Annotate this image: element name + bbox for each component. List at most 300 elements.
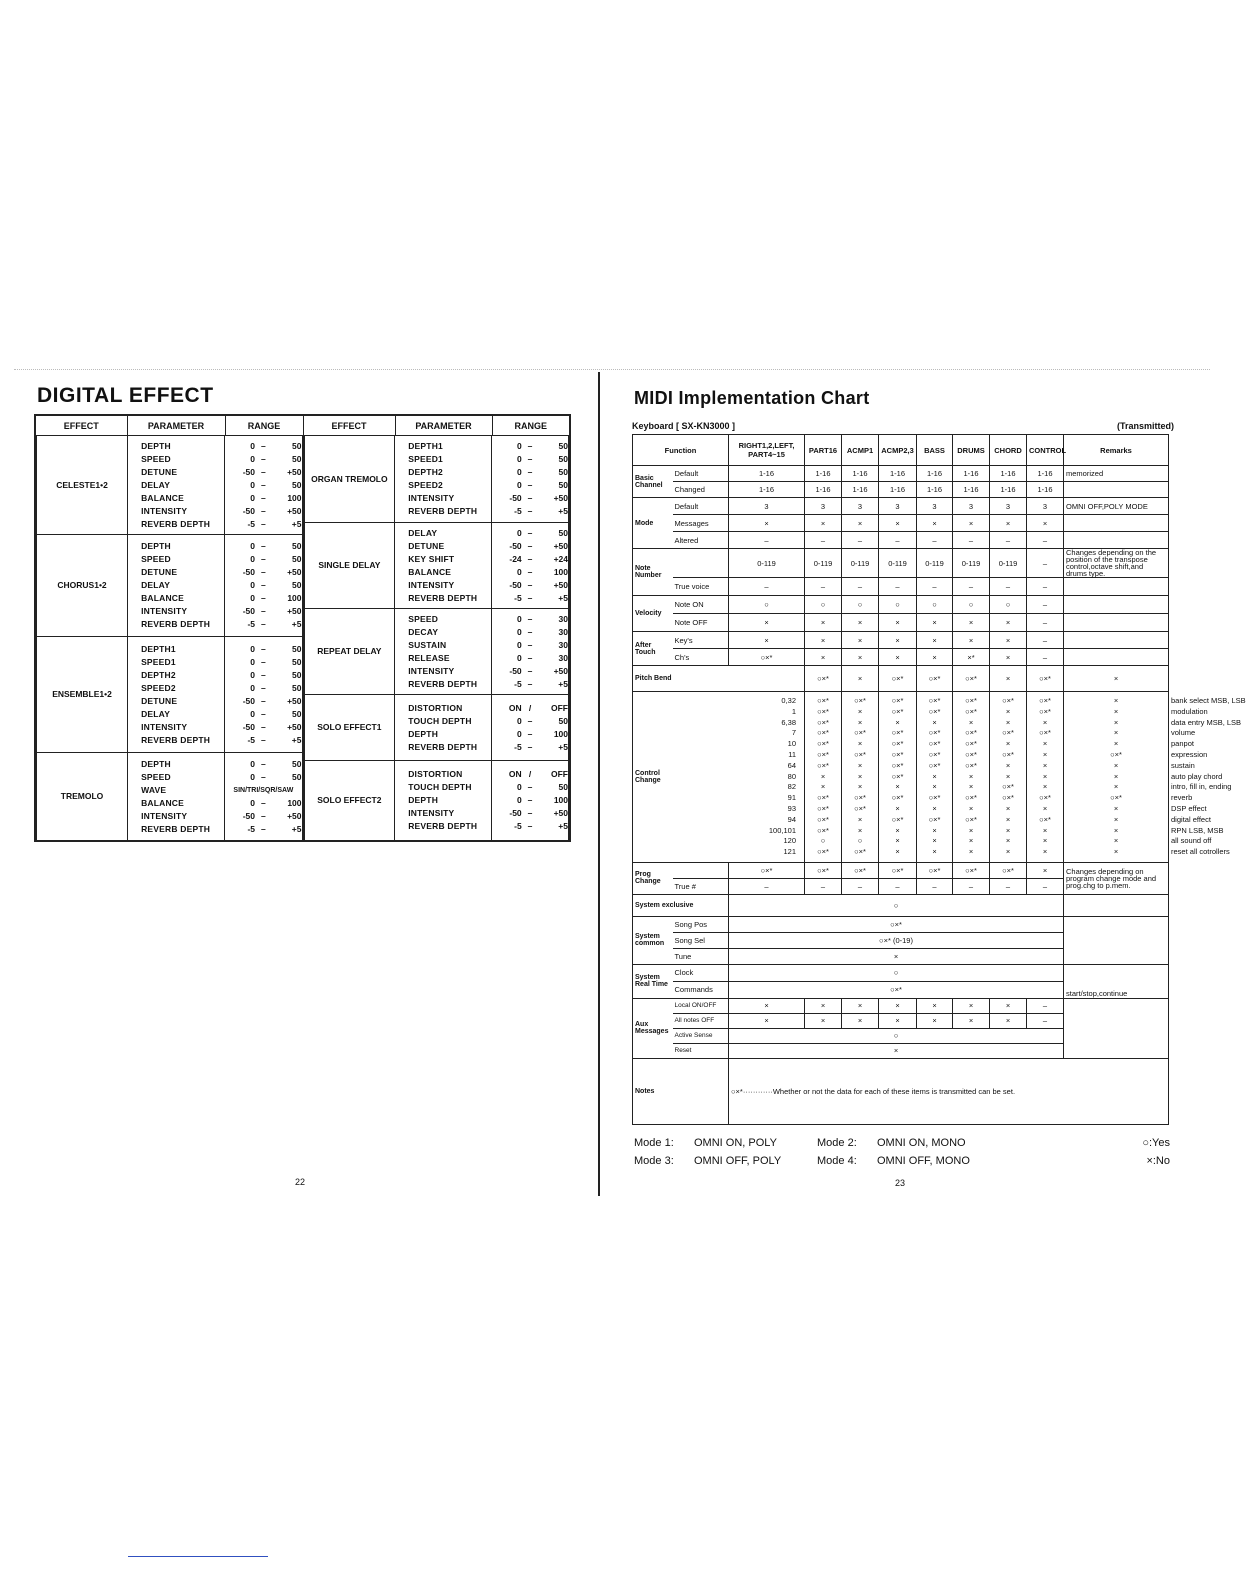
cell: × [932,771,937,781]
cell: × [1027,862,1064,878]
cell: – [805,532,842,549]
range-value: -5 – +5 [514,506,568,517]
cell: 1-16 [729,482,805,498]
parameter-name: SPEED2 [141,682,176,693]
cell: ○×* (0-19) [729,932,1064,948]
effect-name: CHORUS1•2 [37,534,128,636]
midi-implementation-table [632,434,1246,1125]
range-value: -5 – +5 [247,518,302,529]
cell: – [729,878,805,894]
group-label: Notes [633,1058,729,1124]
row-label: Altered [673,532,729,549]
cell: × [857,717,863,727]
cell: ○×* [891,760,904,770]
control-number: 0,32 [781,696,797,705]
cell: – [953,578,990,596]
cell: × [857,760,863,770]
cell: – [805,578,842,596]
cell: ○×* [729,649,805,666]
group-label: Velocity [633,596,673,632]
cell: ○×* [817,717,829,727]
cell: ○×* [928,793,941,803]
mode2-val: OMNI ON, MONO [877,1137,966,1149]
row-label: Song Pos [673,916,729,932]
midi-row [633,596,1169,614]
col-header: RANGE [225,415,303,436]
row-label: All notes OFF [673,1013,729,1028]
parameter-name: DISTORTION [408,702,463,713]
remark: Changes depending on the position of the transpose control,octave shift,and drums type. [1064,549,1169,578]
parameter-name: BALANCE [141,797,185,808]
cell: 0-119 [879,549,917,578]
range-value: 0 – 50 [250,708,302,719]
range-value: -5 – +5 [514,741,568,752]
parameter-name: SPEED [141,554,171,564]
mode3-val: OMNI OFF, POLY [694,1155,782,1167]
cell: × [842,998,879,1013]
cell: × [820,782,826,792]
legend-no: ×:No [1146,1155,1170,1167]
parameter-name: DEPTH1 [141,643,176,654]
remark [1064,596,1169,614]
group-label: Prog Change [633,862,673,894]
cell: × [729,515,805,532]
cell: – [1027,632,1064,649]
cell: ○×* [917,862,953,878]
col-header: BASS [917,435,953,466]
row-label: Commands [673,981,729,998]
cell: × [1113,696,1119,705]
control-number: 10 [787,739,797,749]
cell: – [1027,1013,1064,1028]
row-label: True voice [673,578,729,596]
range-value: -50 – +50 [509,493,568,504]
midi-row [633,466,1169,482]
control-column [805,692,842,863]
cell: × [1005,717,1011,727]
cell: ○×* [1039,696,1051,705]
cell: × [1113,739,1119,749]
range-value: -50 – +50 [242,567,302,577]
cell: × [953,632,990,649]
range-value: 0 – 30 [516,652,568,663]
cell: ○×* [928,814,941,824]
cell: × [842,1013,879,1028]
parameter-name: SPEED [408,613,439,624]
range-value: -5 – +5 [247,619,302,629]
cell: × [1005,771,1011,781]
row-label: Clock [673,964,729,981]
cell: × [1042,847,1048,857]
cell: × [729,632,805,649]
cell: – [1027,549,1064,578]
cell: ○×* [965,749,977,759]
cell: 1-16 [805,466,842,482]
cell: ○×* [854,749,866,759]
parameter-name: SPEED2 [408,480,443,491]
cell: ○×* [1110,749,1122,759]
cell: × [729,998,805,1013]
effect-blocks [304,436,570,840]
midi-row [633,532,1169,549]
mode4-val: OMNI OFF, MONO [877,1155,970,1167]
cell: ○×* [1039,814,1051,824]
notes-text: ○×*············Whether or not the data for each of these items is transmitted can be set. [729,1058,1169,1124]
cell: ○×* [953,666,990,692]
col-header: PART16 [805,435,842,466]
range-value: 0 – 50 [250,682,302,693]
cell: × [729,948,1064,964]
cell: ○×* [965,793,977,803]
control-number: 100,101 [768,825,797,835]
effect-params [128,636,225,752]
cell: × [729,1013,805,1028]
cell: ○×* [817,696,829,705]
range-value: 0 – 30 [516,639,568,650]
cell: × [1113,760,1119,770]
control-column [990,692,1027,863]
effect-ranges [492,522,569,608]
midi-row [633,632,1169,649]
parameter-name: DEPTH1 [408,441,443,452]
cell: × [968,717,974,727]
range-value: 0 – 50 [250,479,302,490]
remark [1064,649,1169,666]
midi-row [633,614,1169,632]
parameter-name: TOUCH DEPTH [408,782,472,793]
effect-params [128,436,225,534]
parameter-name: SPEED [141,771,171,782]
cell: × [1042,803,1048,813]
cell: ○×* [953,862,990,878]
effect-params [395,436,492,522]
effect-ranges [225,534,302,636]
midi-row [633,916,1169,932]
cell: ○ [729,596,805,614]
cell: – [729,578,805,596]
cell: × [857,825,863,835]
range-value: 0 – 50 [250,541,302,551]
cell: × [968,847,974,857]
group-label: System common [633,916,673,964]
cell: × [1113,847,1119,857]
digital-effect-table [34,414,571,842]
col-header: PARAMETER [127,415,225,436]
cell: – [1027,998,1064,1013]
cell: × [1042,760,1048,770]
cell: × [857,771,863,781]
table-header-row [35,415,570,436]
effect-ranges [225,636,302,752]
control-number: 121 [783,847,797,857]
cell: × [805,998,842,1013]
effect-row [37,436,303,534]
control-number: 91 [787,793,797,803]
parameter-name: INTENSITY [141,606,188,616]
range-value: 0 – 50 [516,782,568,793]
parameter-name: DELAY [141,708,171,719]
cell: ○×* [917,666,953,692]
parameter-name: INTENSITY [141,721,188,732]
parameter-name: INTENSITY [408,808,455,819]
remark: memorized [1064,466,1169,482]
control-column [1027,692,1064,863]
effect-ranges [492,436,569,522]
cell: 1-16 [953,482,990,498]
legend-yes: ○:Yes [1142,1137,1170,1149]
col-header: PARAMETER [395,415,492,436]
range-value: 0 – 100 [250,492,302,503]
range-value: 0 – 100 [516,795,568,806]
control-number: 64 [787,760,797,770]
cell: × [842,666,879,692]
cell: ○×* [1039,728,1051,738]
range-value: 0 – 100 [516,566,568,577]
row-label: Local ON/OFF [673,998,729,1013]
control-number: 93 [787,803,797,813]
cell: ○×* [928,749,941,759]
effect-row [37,534,303,636]
row-label: Note ON [673,596,729,614]
range-value: -5 – +5 [514,821,568,832]
parameter-name: BALANCE [141,492,185,503]
parameter-name: INTENSITY [408,665,455,676]
cell: 3 [990,498,1027,515]
parameter-name: INTENSITY [141,505,188,516]
cell: × [857,814,863,824]
cell: × [968,836,974,846]
cell: × [932,717,937,727]
cell: × [1113,836,1119,846]
cell: × [879,1013,917,1028]
remark [1064,614,1169,632]
midi-row [633,549,1169,578]
parameter-name: SUSTAIN [408,639,447,650]
effect-row [304,694,569,760]
cell: – [879,878,917,894]
cell: × [968,782,974,792]
midi-row [633,649,1169,666]
cell: 1-16 [729,466,805,482]
cell: ○ [857,836,863,846]
col-header: ACMP2,3 [879,435,917,466]
parameter-name: DEPTH2 [408,467,443,478]
midi-row-notes [633,1058,1169,1124]
cell: ○×* [817,760,829,770]
range-value: -5 – +5 [247,734,302,745]
cell: ○×* [990,862,1027,878]
parameter-name: SPEED1 [141,656,176,667]
remark [1064,894,1169,916]
cell: × [1042,771,1048,781]
cell: 1-16 [842,482,879,498]
cell: ○×* [891,706,904,716]
left-page [34,384,572,842]
cell: ○×* [842,862,879,878]
cell: × [917,614,953,632]
effect-params [395,608,492,694]
range-value: 0 – 50 [516,441,568,452]
cell: – [953,532,990,549]
group-label: System Real Time [633,964,673,998]
cell: × [729,614,805,632]
range-value: 0 – 50 [516,454,568,465]
control-numbers [673,692,805,863]
cell: ○ [990,596,1027,614]
effect-ranges [225,436,302,534]
midi-row [633,998,1169,1013]
cell: × [857,739,863,749]
effect-name: TREMOLO [37,752,128,840]
range-value: 0 – 50 [250,669,302,680]
row-label: Active Sense [673,1028,729,1043]
cell: × [879,649,917,666]
midi-row [633,578,1169,596]
cell: – [879,578,917,596]
cell: ○×* [928,696,941,705]
range-value: 0 – 50 [250,771,302,782]
page-gutter [598,372,600,1196]
cell: ○×* [1027,666,1064,692]
control-number: 11 [788,749,797,759]
group-label: After Touch [633,632,673,666]
footer-link-underline [128,1556,268,1557]
cell: × [932,825,937,835]
cell: × [895,836,900,846]
cell: ○×* [965,696,977,705]
effect-name: SOLO EFFECT1 [304,694,395,760]
cell: – [842,578,879,596]
parameter-name: REVERB DEPTH [408,821,478,832]
parameter-name: REVERB DEPTH [141,734,211,745]
cell: – [879,532,917,549]
cell: × [1113,814,1119,824]
range-value: SIN/TRI/SQR/SAW [233,786,294,794]
cell: ○ [842,596,879,614]
cell: – [917,578,953,596]
cell: × [953,1013,990,1028]
cell: ○×* [805,666,842,692]
cell: – [842,532,879,549]
cell: ○×* [817,814,829,824]
cell: × [820,771,826,781]
mode1-key: Mode 1: [634,1137,674,1149]
range-value: -50 – +50 [242,810,302,821]
range-value: -5 – +5 [247,823,302,834]
cell: ○×* [729,981,1064,998]
cell: × [953,998,990,1013]
cell: ○×* [854,847,866,857]
group-label: Note Number [633,549,673,596]
cell: × [932,803,937,813]
effect-name: REPEAT DELAY [304,608,395,694]
range-value: -24 – +24 [509,553,568,564]
cell: – [805,878,842,894]
mode3-key: Mode 3: [634,1155,674,1167]
cell: ○×* [1002,728,1014,738]
midi-row [633,482,1169,498]
range-value: -50 – +50 [242,466,302,477]
midi-row [633,515,1169,532]
cell: ○×* [965,728,977,738]
cell: 3 [917,498,953,515]
remark [1064,482,1169,498]
parameter-name: DEPTH [141,440,171,451]
midi-row [633,498,1169,515]
parameter-name: DEPTH [141,541,171,551]
cell: × [1042,782,1048,792]
range-value: -50 – +50 [242,721,302,732]
group-label: Pitch Bend [633,666,805,692]
effect-ranges [492,608,569,694]
cell: 1-16 [990,482,1027,498]
cell: ○×* [817,825,829,835]
remark: OMNI OFF,POLY MODE [1064,498,1169,515]
cell: 1-16 [953,466,990,482]
cell: × [917,515,953,532]
cell: × [1113,717,1119,727]
col-header: EFFECT [35,415,127,436]
cell: – [990,578,1027,596]
cell: × [879,632,917,649]
parameter-name: REVERB DEPTH [408,741,478,752]
cell: × [990,614,1027,632]
parameter-name: DETUNE [141,466,178,477]
cell: × [990,666,1027,692]
cell: × [932,782,937,792]
cell: – [1027,578,1064,596]
cell: ○×* [879,666,917,692]
cell: × [895,717,900,727]
cell: ○×* [891,749,904,759]
cell: × [842,649,879,666]
range-value: -50 – +50 [509,579,568,590]
effect-name: SOLO EFFECT2 [304,760,395,840]
cell: × [895,782,900,792]
range-value: 0 – 50 [250,554,302,564]
cell: ○×* [891,793,904,803]
cell: × [1113,706,1119,716]
cell: ○×* [805,862,842,878]
control-column [1064,692,1169,863]
cell: ○×* [928,728,941,738]
cell: 0-119 [729,549,805,578]
group-label: Mode [633,498,673,549]
cell: × [842,632,879,649]
effect-name: ORGAN TREMOLO [304,436,395,522]
cell: × [857,706,863,716]
parameter-name: TOUCH DEPTH [408,715,472,726]
parameter-name: DELAY [408,527,438,538]
cell: ○×* [928,706,941,716]
effect-row [37,636,303,752]
range-value: ON / OFF [508,769,568,780]
range-value: 0 – 50 [516,480,568,491]
page-title-midi: MIDI Implementation Chart [634,388,870,408]
range-value: 0 – 50 [250,580,302,590]
cell: 3 [842,498,879,515]
cell: ○×* [965,760,977,770]
effect-name: ENSEMBLE1•2 [37,636,128,752]
remark [1064,532,1169,549]
control-number: 80 [787,771,797,781]
cell: × [932,847,937,857]
cell: 0-119 [805,549,842,578]
parameter-name: DETUNE [141,695,178,706]
cell: × [953,614,990,632]
cell: × [1005,825,1011,835]
midi-row-control-change: Control Change 0,32 1 6,38 7 10 11 64 80 82 91 93 94 100,101 120 121 ○×* ○×* ○×* ○×* ○×* ○×* ○×* × × ○×* ○×* ○×* ○×* ○ ○×* ○×* × × ○×* × ○×* × × × ○×* ○×* × × ○ ○×* ○×* ○×* × ○×* ○×* ○×* ○×* ○×* × ○×* × ○×* × × × ○×* ○×* × ○×* ○×* ○×* ○×* × × ○×* × ○×* × × × ○×* ○×* × ○×* ○×* ○×* ○×* × × ○×* × ○×* × × × ○×* × × ○×* × ○×* × × ○×* ○×* × × × × × ○×* ○×* × ○×* × × × × × ○×* × ○×* × × × × × × × × ○×* × × × ○×* × × × × × bank select MSB, LSB modulation data entry MSB, LSB volume panpot expression sustain auto play chord intro, fill in, ending reverb DSP effect digital effect RPN LSB, MSB all sound off reset all cotrollers [633,692,1169,863]
